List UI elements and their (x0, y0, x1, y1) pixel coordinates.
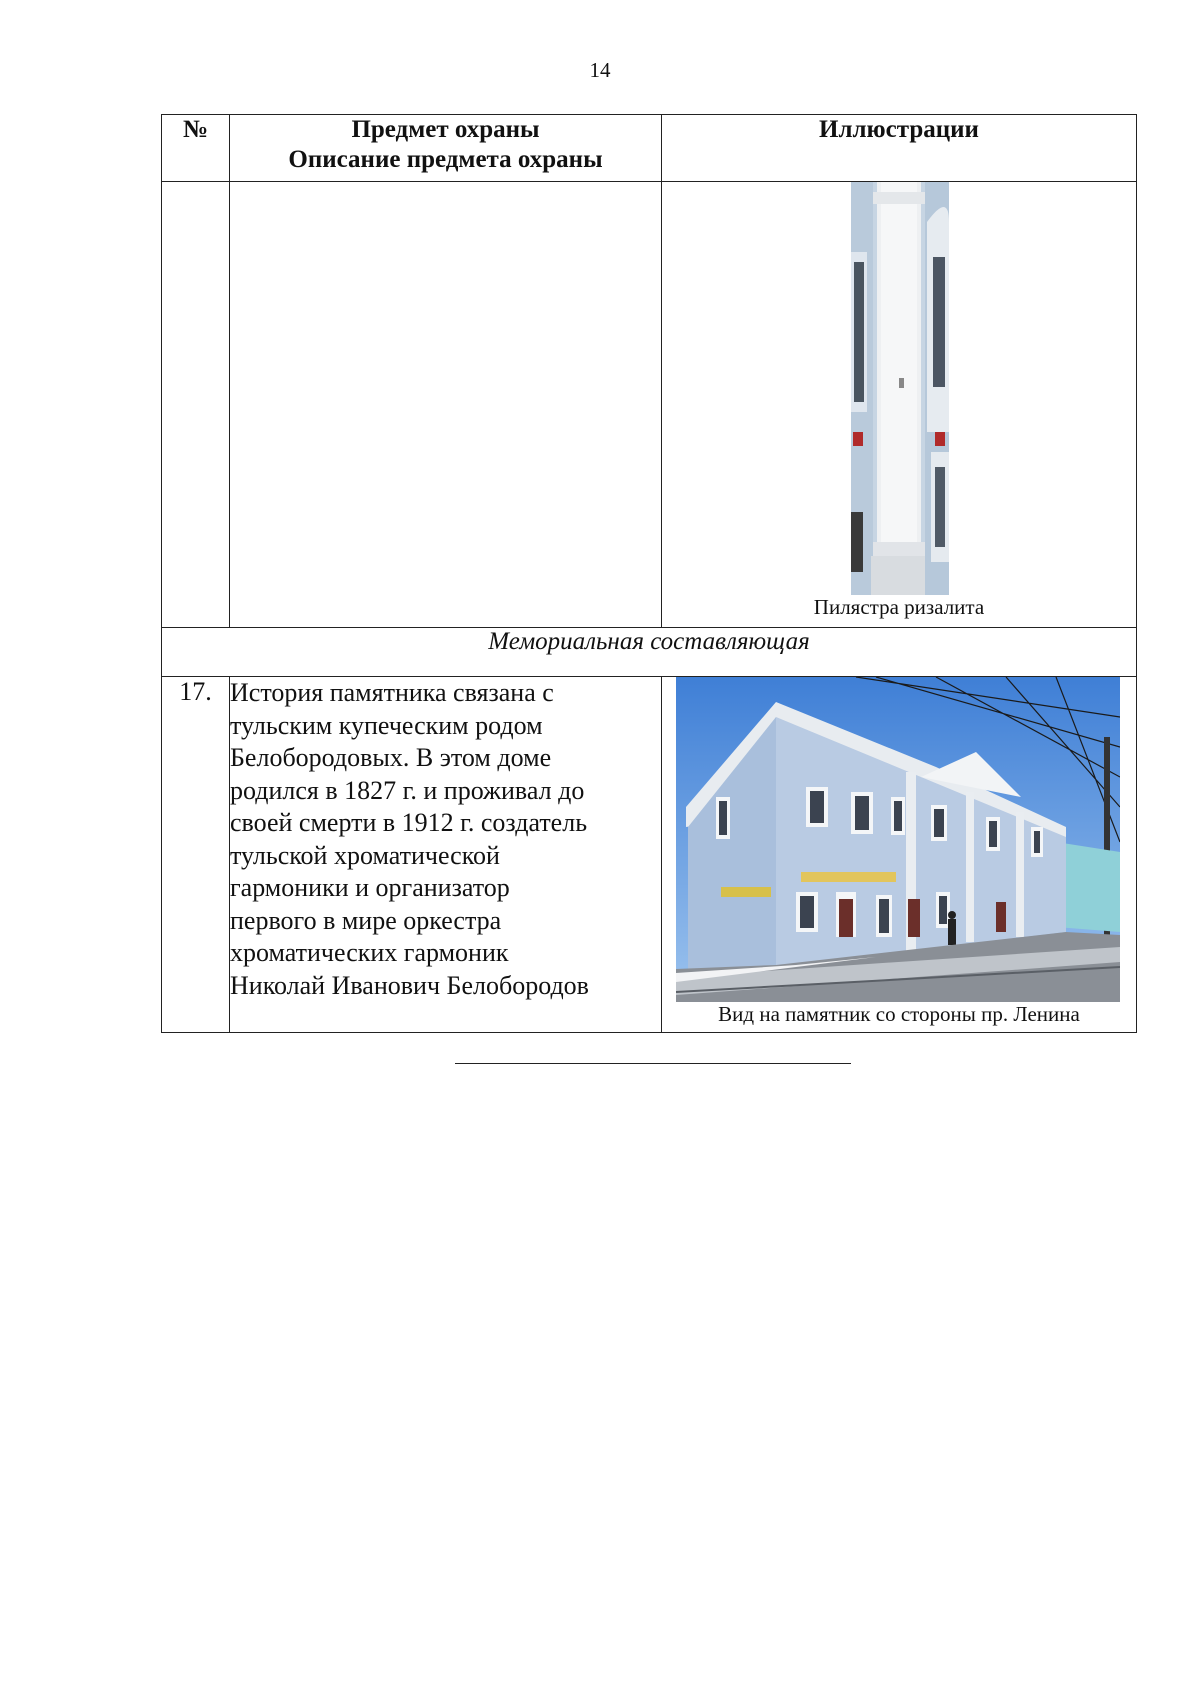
cell-illustration-pilaster (662, 182, 1137, 628)
section-title: Мемориальная составляющая (162, 628, 1137, 677)
row-number: 17. (162, 677, 230, 1033)
description-line: первого в мире оркестра (230, 905, 502, 935)
description-line: хроматических гармоник (230, 938, 509, 967)
row-description (230, 677, 662, 1033)
description-line: родился в 1827 г. и проживал до (230, 775, 585, 805)
header-illustrations: Иллюстрации (662, 115, 1137, 182)
table-header-row (162, 115, 1137, 182)
description-line: Белобородовых. В этом доме (230, 743, 552, 772)
cell-description-empty (230, 182, 662, 628)
description-line: тульским купеческим родом (230, 710, 543, 740)
pilaster-photo (851, 182, 949, 595)
end-rule (455, 1063, 851, 1064)
description-line: История памятника связана с (230, 678, 554, 707)
page-number: 14 (589, 58, 611, 82)
table-row-17 (162, 677, 1137, 1033)
cell-illustration-facade (662, 677, 1137, 1033)
description-line: тульской хроматической (230, 840, 500, 870)
protection-table (161, 114, 1137, 1033)
header-subject-line1: Предмет охраны (351, 116, 540, 143)
facade-caption: Вид на памятник со стороны пр. Ленина (718, 1002, 1080, 1026)
description-line: гармоники и организатор (230, 873, 510, 902)
header-subject-line2: Описание предмета охраны (288, 146, 603, 173)
pilaster-caption: Пилястра ризалита (813, 595, 985, 619)
header-subject (230, 115, 662, 182)
cell-number-empty (162, 182, 230, 628)
header-number: № (162, 115, 230, 182)
table-row-continued (162, 182, 1137, 628)
section-row (162, 628, 1137, 677)
description-line: своей смерти в 1912 г. создатель (230, 808, 588, 837)
description-line: Николай Иванович Белобородов (230, 970, 589, 1000)
facade-photo (676, 677, 1120, 1002)
